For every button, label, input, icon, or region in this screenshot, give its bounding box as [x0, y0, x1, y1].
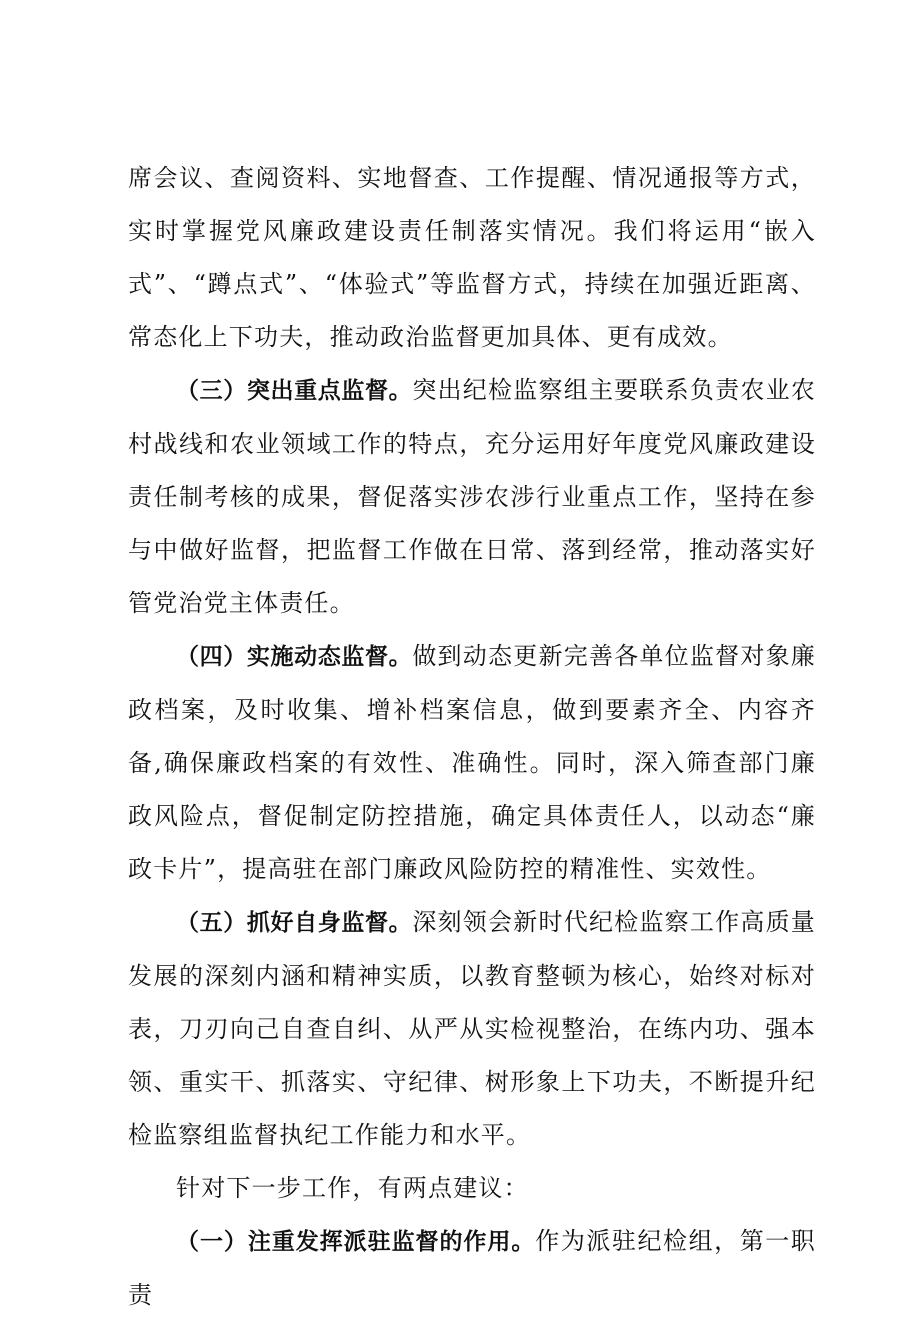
paragraph-text: 针对下一步工作，有两点建议：	[176, 1174, 529, 1202]
paragraph-heading: （一）注重发挥派驻监督的作用。	[176, 1229, 536, 1255]
paragraph-text: 做到动态更新完善各单位监督对象廉政档案，及时收集、增补档案信息，做到要素齐全、内容齐备,确保廉政档案的有效性、准确性。同时，深入筛查部门廉政风险点，督促制定防控措施，确定具体责任人，以动态“廉政卡片”，提高驻在部门廉政风险防控的精准性、实效性。	[128, 642, 817, 883]
paragraph-suggestion-one	[128, 1215, 816, 1322]
paragraph-heading: （三）突出重点监督。	[176, 378, 413, 404]
paragraph-continuation	[128, 152, 816, 364]
paragraph-text: 作为派驻纪检组，第一职责	[128, 1227, 816, 1309]
paragraph-self-supervision	[128, 896, 816, 1162]
paragraph-text: 突出纪检监察组主要联系负责农业农村战线和农业领域工作的特点，充分运用好年度党风廉政建设责任制考核的成果，督促落实涉农涉行业重点工作，坚持在参与中做好监督，把监督工作做在日常、落到经常，推动落实好管党治党主体责任。	[128, 376, 817, 617]
paragraph-heading: （五）抓好自身监督。	[176, 910, 413, 936]
paragraph-text: 深刻领会新时代纪检监察工作高质量发展的深刻内涵和精神实质，以教育整顿为核心，始终对标对表，刀刃向己自查自纠、从严从实检视整治，在练内功、强本领、重实干、抓落实、守纪律、树形象上下功夫，不断提升纪检监察组监督执纪工作能力和水平。	[128, 908, 817, 1149]
paragraph-dynamic-supervision	[128, 630, 816, 896]
paragraph-text: 席会议、查阅资料、实地督查、工作提醒、情况通报等方式，实时掌握党风廉政建设责任制落实情况。我们将运用“嵌入式”、“蹲点式”、“体验式”等监督方式，持续在加强近距离、常态化上下功夫，推动政治监督更加具体、更有成效。	[128, 164, 816, 351]
paragraph-suggestions-intro	[128, 1162, 816, 1215]
paragraph-key-supervision	[128, 364, 816, 630]
document-body	[128, 152, 816, 1322]
paragraph-heading: （四）实施动态监督。	[176, 644, 413, 670]
